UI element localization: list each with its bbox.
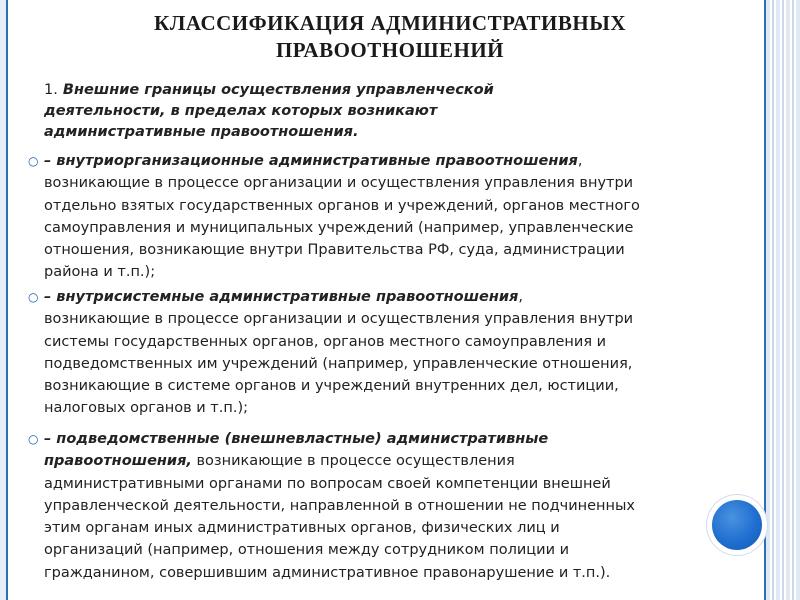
emphasized-term: – подведомственные (внешневластные) административные xyxy=(44,431,549,447)
text-line xyxy=(44,172,744,194)
plain-text: отношения, возникающие внутри Правительства РФ, суда, администрации xyxy=(44,242,625,259)
bullet-icon: ○ xyxy=(28,154,39,168)
text-line xyxy=(44,450,744,472)
intro-number: 1. xyxy=(44,82,58,98)
title-line-2: ПРАВООТНОШЕНИЙ xyxy=(275,38,505,62)
slide-title xyxy=(40,10,740,64)
intro-line-3: административные правоотношения. xyxy=(44,124,359,140)
text-line xyxy=(44,239,744,261)
plain-text: , xyxy=(577,153,583,169)
bullet-icon: ○ xyxy=(28,432,39,446)
list-item-text xyxy=(44,150,744,284)
text-line xyxy=(44,261,744,283)
title-line-1: КЛАССИФИКАЦИЯ АДМИНИСТРАТИВНЫХ xyxy=(153,11,627,35)
text-line xyxy=(44,473,744,495)
text-line xyxy=(44,397,744,419)
text-line xyxy=(44,539,744,561)
plain-text: , xyxy=(518,289,523,305)
text-line xyxy=(44,562,744,584)
intro-paragraph xyxy=(44,80,744,143)
emphasized-term: правоотношения, xyxy=(44,453,192,470)
plain-text: системы государственных органов, органов местного самоуправления и xyxy=(44,333,607,350)
emphasized-term: – внутриорганизационные административные правоотношения xyxy=(44,153,578,169)
text-line xyxy=(44,195,744,217)
plain-text: района и т.п.); xyxy=(44,264,156,281)
plain-text: подведомственных им учреждений (например, управленческие отношения, xyxy=(44,355,633,372)
plain-text: гражданином, совершившим административное правонарушение и т.п.). xyxy=(44,564,611,581)
intro-line-2: деятельности, в пределах которых возникают xyxy=(44,103,438,119)
plain-text: возникающие в системе органов и учреждений внутренних дел, юстиции, xyxy=(44,378,619,395)
plain-text: самоуправления и муниципальных учреждений (например, управленческие xyxy=(44,219,634,236)
plain-text: административными органами по вопросам своей компетенции внешней xyxy=(44,475,611,492)
plain-text: организаций (например, отношения между сотрудником полиции и xyxy=(44,542,570,559)
left-border-line xyxy=(6,0,8,600)
bullet-icon: ○ xyxy=(28,290,39,304)
text-line xyxy=(44,150,744,172)
text-line xyxy=(44,353,744,375)
list-item-text xyxy=(44,428,744,584)
blue-circle-decoration xyxy=(712,500,762,550)
text-line xyxy=(44,217,744,239)
text-line xyxy=(44,331,744,353)
plain-text: налоговых органов и т.п.); xyxy=(44,400,248,417)
plain-text: управленческой деятельности, направленной в отношении не подчиненных xyxy=(44,497,636,514)
plain-text: отдельно взятых государственных органов и учреждений, органов местного xyxy=(44,197,640,214)
text-line xyxy=(44,495,744,517)
list-item-text xyxy=(44,286,744,420)
plain-text: возникающие в процессе осуществления xyxy=(191,453,515,470)
plain-text: возникающие в процессе организации и осуществления управления внутри xyxy=(44,175,634,192)
text-line xyxy=(44,286,744,308)
text-line xyxy=(44,375,744,397)
text-line xyxy=(44,517,744,539)
text-line xyxy=(44,428,744,450)
text-line xyxy=(44,308,744,330)
right-stripes-decoration xyxy=(766,0,800,600)
plain-text: этим органам иных административных органов, физических лиц и xyxy=(44,520,560,537)
intro-line-1: Внешние границы осуществления управленческой xyxy=(62,82,494,98)
emphasized-term: – внутрисистемные административные правоотношения xyxy=(44,289,519,305)
plain-text: возникающие в процессе организации и осуществления управления внутри xyxy=(44,311,634,328)
